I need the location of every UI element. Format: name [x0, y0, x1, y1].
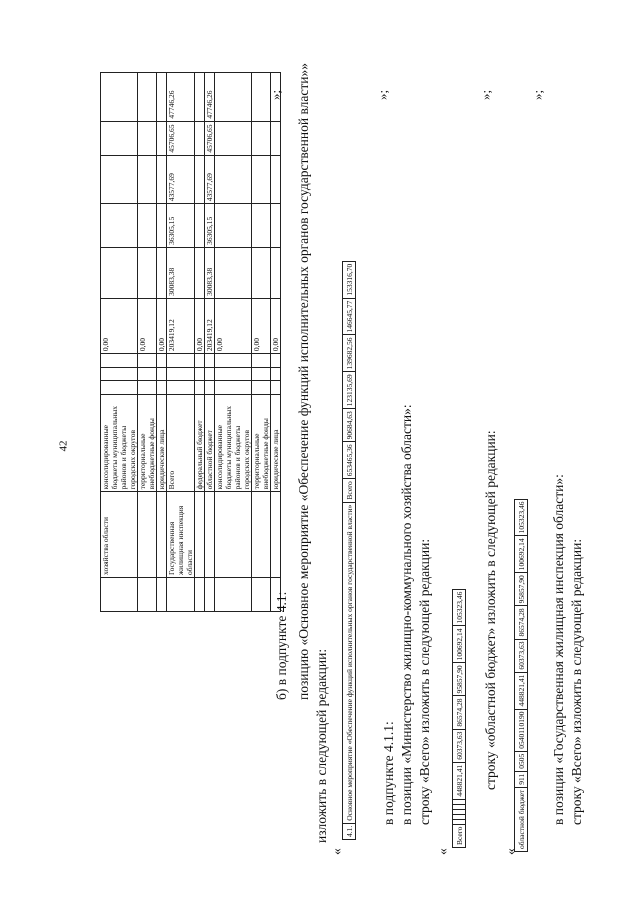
table-cell — [138, 492, 157, 578]
table-cell: 100692,14 — [515, 536, 528, 573]
table-cell — [138, 381, 157, 395]
table-cell — [453, 819, 466, 824]
table-cell — [215, 354, 252, 368]
section-b-line1: б) в подпункте 4.1: — [274, 591, 289, 700]
table-cell: хозяйства области — [101, 492, 138, 578]
table-cell: областной бюджет — [205, 395, 215, 492]
table-cell — [138, 155, 157, 204]
table-cell — [167, 381, 195, 395]
table-row — [167, 73, 195, 612]
table-cell: 653465,36 — [343, 442, 356, 479]
section-e-line1: в позиции «Государственная жилищная инспекция области»: — [551, 474, 566, 825]
table-cell: 153316,70 — [343, 261, 356, 298]
section-d-end-mark: »; — [530, 89, 545, 100]
table-cell — [101, 578, 138, 612]
table-cell: 86574,28 — [453, 696, 466, 729]
table-cell — [157, 492, 167, 578]
table-cell: федеральный бюджет — [195, 395, 205, 492]
budget-table-continued — [100, 72, 281, 612]
table-cell: 43577,69 — [167, 155, 195, 204]
table-cell: 203419,12 — [167, 298, 195, 353]
table-cell — [195, 354, 205, 368]
section-c-end-mark: »; — [478, 89, 493, 100]
table-cell — [252, 247, 271, 298]
table-cell: 0505 — [515, 751, 528, 771]
table-row — [205, 73, 215, 612]
table-cell — [205, 354, 215, 368]
table-cell — [101, 204, 138, 248]
table-cell — [101, 155, 138, 204]
table-cell: Всего — [453, 824, 466, 847]
table-cell: 36305,15 — [167, 204, 195, 248]
table-cell — [157, 354, 167, 368]
table-cell — [138, 367, 157, 381]
table-cell: 105323,46 — [453, 589, 466, 626]
table-cell: 139682,56 — [343, 335, 356, 372]
table-cell — [215, 247, 252, 298]
table-cell — [215, 367, 252, 381]
table-cell — [157, 73, 167, 122]
table-cell — [138, 73, 157, 122]
table-cell — [215, 73, 252, 122]
table-cell — [195, 247, 205, 298]
table-row — [453, 589, 466, 847]
table-cell: 47746,26 — [167, 73, 195, 122]
table-cell: 47746,26 — [205, 73, 215, 122]
table-cell: 60373,63 — [515, 639, 528, 672]
table-cell: 448821,41 — [453, 762, 466, 799]
section-b-line3: изложить в следующей редакции: — [314, 648, 329, 843]
table-cell — [252, 155, 271, 204]
table-cell — [271, 121, 281, 155]
table-cell — [453, 799, 466, 804]
table-cell — [157, 578, 167, 612]
table-row — [252, 73, 271, 612]
table-row — [215, 73, 252, 612]
table-cell — [157, 121, 167, 155]
table-cell — [138, 247, 157, 298]
table-cell: 45706,65 — [167, 121, 195, 155]
table-cell — [271, 354, 281, 368]
table-cell: 105323,46 — [515, 499, 528, 536]
table-cell — [157, 381, 167, 395]
table-cell — [195, 204, 205, 248]
table-cell — [167, 578, 195, 612]
table-cell: 95857,90 — [515, 573, 528, 606]
table-cell — [195, 73, 205, 122]
table-cell — [453, 814, 466, 819]
table-cell — [252, 578, 271, 612]
table-row — [195, 73, 205, 612]
section-b-open-quote: « — [329, 848, 344, 855]
table-cell: областной бюджет — [515, 787, 528, 851]
table-cell — [195, 492, 205, 578]
table-cell: 0,00 — [157, 298, 167, 353]
table-cell — [138, 578, 157, 612]
table-cell — [271, 204, 281, 248]
table-cell — [252, 121, 271, 155]
section-b-table-container — [342, 261, 356, 840]
table-cell: Всего — [167, 395, 195, 492]
table-cell — [101, 381, 138, 395]
table-cell: 100692,14 — [453, 626, 466, 663]
top-table-container — [100, 72, 281, 612]
table-cell — [138, 121, 157, 155]
table-cell: 36305,15 — [205, 204, 215, 248]
section-b-row-table — [342, 261, 356, 840]
table-cell — [215, 492, 252, 578]
section-d-open-quote: « — [503, 848, 518, 855]
table-cell: 0,00 — [215, 298, 252, 353]
table-cell — [195, 121, 205, 155]
section-c-open-quote: « — [435, 848, 450, 855]
table-cell: 30083,38 — [205, 247, 215, 298]
table-cell: 60373,63 — [453, 729, 466, 762]
table-cell: консолидированные бюджеты муниципальных районов и бюджеты городских округов — [101, 395, 138, 492]
table-cell — [205, 492, 215, 578]
table-cell — [167, 354, 195, 368]
table-cell — [252, 492, 271, 578]
table-cell: юридические лица — [271, 395, 281, 492]
table-cell — [453, 804, 466, 809]
table-cell: Государственная жилищная инспекция области — [167, 492, 195, 578]
table-cell: Основное мероприятие «Обеспечение функций исполнительных органов государственной власти» — [343, 502, 356, 823]
table-cell — [453, 809, 466, 814]
table-cell — [252, 367, 271, 381]
table-cell — [215, 204, 252, 248]
table-cell — [157, 155, 167, 204]
table-cell: 0540110190 — [515, 709, 528, 751]
section-c-line2: в позиции «Министерство жилищно-коммунального хозяйства области»: — [399, 404, 414, 825]
table-cell — [205, 578, 215, 612]
table-cell — [195, 155, 205, 204]
table-cell: 0,00 — [271, 298, 281, 353]
table-row — [271, 73, 281, 612]
table-cell: 95857,90 — [453, 663, 466, 696]
table-cell — [167, 367, 195, 381]
table-cell: 0,00 — [195, 298, 205, 353]
table-cell: 30083,38 — [167, 247, 195, 298]
table-cell — [252, 381, 271, 395]
section-c-line3: строку «Всего» изложить в следующей редакции: — [417, 538, 432, 825]
table-cell — [205, 381, 215, 395]
table-cell — [271, 492, 281, 578]
table-cell: 4.1. — [343, 823, 356, 839]
table-cell: 86574,28 — [515, 606, 528, 639]
table-cell — [215, 578, 252, 612]
table-cell: Всего — [343, 479, 356, 502]
table-cell: территориальные внебюджетные фонды — [138, 395, 157, 492]
table-cell — [205, 367, 215, 381]
table-cell: 43577,69 — [205, 155, 215, 204]
table-cell: 90684,63 — [343, 409, 356, 442]
table-cell — [195, 367, 205, 381]
table-cell: 0,00 — [252, 298, 271, 353]
table-cell — [271, 155, 281, 204]
table-cell — [215, 121, 252, 155]
table-cell: 146645,77 — [343, 298, 356, 335]
table-cell — [101, 354, 138, 368]
table-cell — [215, 381, 252, 395]
table-cell: 45706,65 — [205, 121, 215, 155]
table-cell — [101, 121, 138, 155]
section-d-table-container — [514, 499, 528, 852]
table-row — [138, 73, 157, 612]
table-cell — [252, 204, 271, 248]
section-d-row-table — [514, 499, 528, 852]
table-cell: 448821,41 — [515, 672, 528, 709]
section-c-row-table — [452, 589, 466, 848]
table-cell — [215, 155, 252, 204]
table-cell — [138, 354, 157, 368]
table-cell: 0,00 — [138, 298, 157, 353]
table-cell: 911 — [515, 771, 528, 787]
section-c-line1: в подпункте 4.1.1: — [381, 721, 396, 825]
table-cell — [195, 381, 205, 395]
table-cell: юридические лица — [157, 395, 167, 492]
table-row — [515, 499, 528, 851]
table-cell — [195, 578, 205, 612]
table-cell — [101, 73, 138, 122]
section-c-table-container — [452, 589, 466, 848]
section-b-line2: позицию «Основное мероприятие «Обеспечение функций исполнительных органов государственной власти»» — [296, 63, 311, 700]
page-number: 42 — [57, 440, 70, 452]
table-cell: 203419,12 — [205, 298, 215, 353]
table-cell — [157, 367, 167, 381]
table-row — [101, 73, 138, 612]
table-cell — [101, 367, 138, 381]
table-cell — [271, 381, 281, 395]
table-cell: территориальные внебюджетные фонды — [252, 395, 271, 492]
table-cell — [271, 247, 281, 298]
table-cell — [157, 247, 167, 298]
top-table-end-mark: »; — [268, 89, 283, 100]
table-cell — [101, 247, 138, 298]
table-cell — [157, 204, 167, 248]
table-cell — [252, 354, 271, 368]
table-cell: консолидированные бюджеты муниципальных районов и бюджеты городских округов — [215, 395, 252, 492]
table-row — [157, 73, 167, 612]
section-d-line1: строку «областной бюджет» изложить в следующей редакции: — [483, 430, 498, 790]
table-row — [343, 261, 356, 839]
section-e-line2: строку «Всего» изложить в следующей редакции: — [569, 538, 584, 825]
table-cell: 123135,69 — [343, 372, 356, 409]
table-cell — [271, 367, 281, 381]
section-b-end-mark: »; — [375, 89, 390, 100]
table-cell: 0,00 — [101, 298, 138, 353]
table-cell — [138, 204, 157, 248]
